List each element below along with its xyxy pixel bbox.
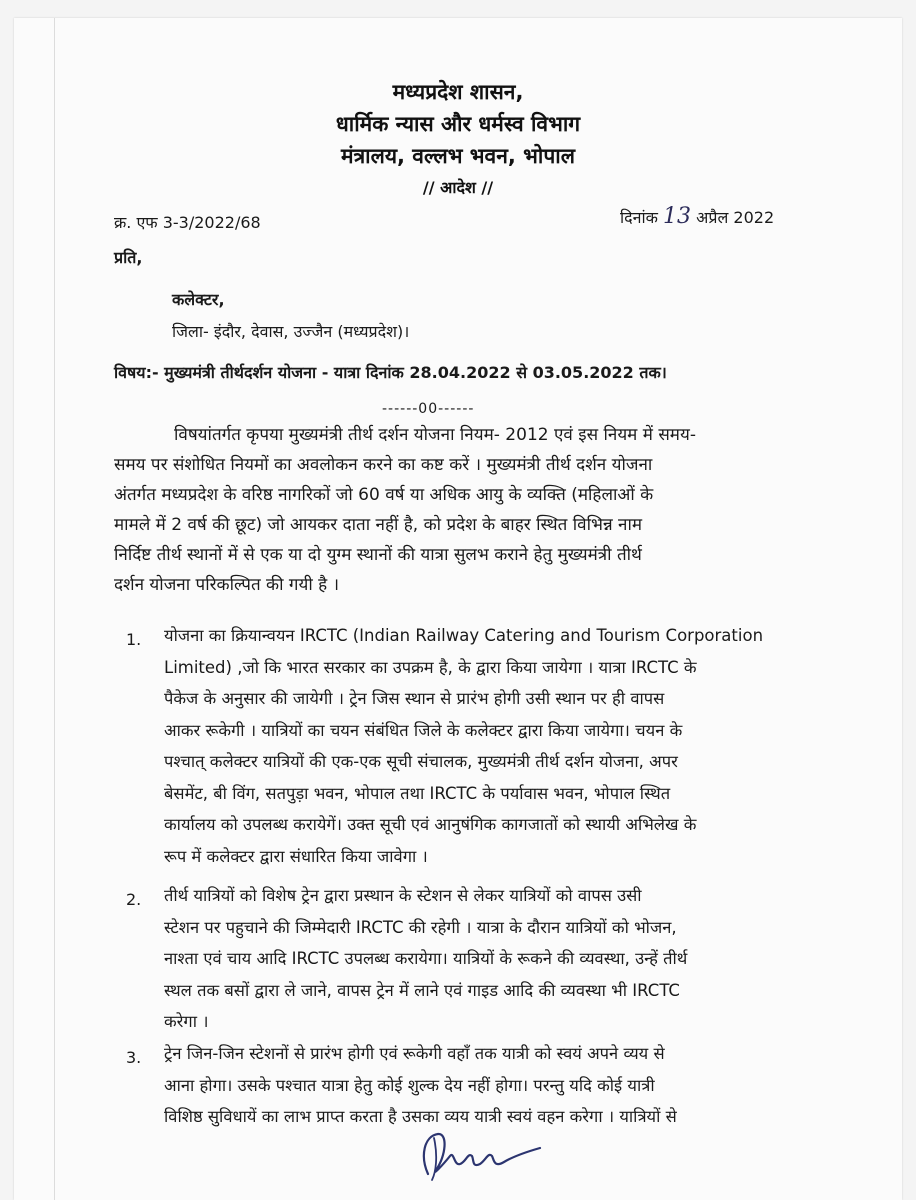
text-line: आकर रूकेगी । यात्रियों का चयन संबंधित जिले के कलेक्टर द्वारा किया जायेगा। चयन के (164, 720, 683, 740)
text-line: बेसमेंट, बी विंग, सतपुड़ा भवन, भोपाल तथा IRCTC के पर्यावास भवन, भोपाल स्थित (164, 783, 671, 803)
text-line: योजना का क्रियान्वयन IRCTC (Indian Railway Catering and Tourism Corporation (164, 626, 764, 645)
list-item-3 (164, 1038, 824, 1133)
text-line: स्थल तक बसों द्वारा ले जाने, वापस ट्रेन में लाने एवं गाइड आदि की व्यवस्था भी IRCTC (164, 980, 680, 1000)
addressee-district: जिला- इंदौर, देवास, उज्जैन (मध्यप्रदेश)। (172, 322, 410, 341)
text-line: कार्यालय को उपलब्ध करायेगें। उक्त सूची एवं आनुषंगिक कागजातों को स्थायी अभिलेख के (164, 815, 697, 834)
list-item-2 (164, 880, 824, 1038)
text-line: आना होगा। उसके पश्चात यात्रा हेतु कोई शुल्क देय नहीं होगा। परन्तु यदि कोई यात्री (164, 1075, 655, 1095)
order-date (620, 204, 774, 229)
text-line: स्टेशन पर पहुचाने की जिम्मेदारी IRCTC की रहेगी । यात्रा के दौरान यात्रियों को भोजन, (164, 917, 677, 937)
text-line: पश्चात् कलेक्टर यात्रियों की एक-एक सूची संचालक, मुख्यमंत्री तीर्थ दर्शन योजना, अपर (164, 752, 678, 771)
header-order-title: // आदेश // (422, 178, 494, 197)
subject-line: विषय:- मुख्यमंत्री तीर्थदर्शन योजना - यात्रा दिनांक 28.04.2022 से 03.05.2022 तक। (114, 363, 667, 382)
date-month-year: अप्रैल 2022 (696, 208, 775, 227)
header-department: धार्मिक न्यास और धर्मस्व विभाग (335, 112, 581, 136)
text-line: अंतर्गत मध्यप्रदेश के वरिष्ठ नागरिकों जो 60 वर्ष या अधिक आयु के व्यक्ति (महिलाओं के (114, 485, 654, 505)
date-day-handwritten: 13 (663, 204, 692, 229)
text-line: विषयांतर्गत कृपया मुख्यमंत्री तीर्थ दर्शन योजना नियम- 2012 एवं इस नियम में समय- (174, 425, 696, 445)
section-divider: ------00------ (382, 401, 475, 417)
item-number: 3. (126, 1048, 142, 1067)
header-government: मध्यप्रदेश शासन, (392, 80, 524, 104)
text-line: रूप में कलेक्टर द्वारा संधारित किया जावेगा । (164, 846, 428, 866)
signature-icon (414, 1126, 554, 1186)
text-line: दर्शन योजना परिकल्पित की गयी है । (114, 575, 340, 595)
text-line: नाश्ता एवं चाय आदि IRCTC उपलब्ध करायेगा। यात्रियों के रूकने की व्यवस्था, उन्हें तीर्थ (164, 949, 688, 968)
item-number: 1. (126, 630, 142, 649)
text-line: निर्दिष्ट तीर्थ स्थानों में से एक या दो युग्म स्थानों की यात्रा सुलभ कराने हेतु मुख्यमंत्री तीर्थ (114, 545, 642, 565)
text-line: मामले में 2 वर्ष की छूट) जो आयकर दाता नहीं है, को प्रदेश के बाहर स्थित विभिन्न नाम (114, 515, 643, 535)
order-page (14, 18, 902, 1200)
item-number: 2. (126, 890, 142, 909)
addressee-to: प्रति, (114, 248, 143, 267)
date-prefix: दिनांक (620, 208, 658, 227)
addressee-designation: कलेक्टर, (172, 290, 225, 309)
text-line: पैकेज के अनुसार की जायेगी । ट्रेन जिस स्थान से प्रारंभ होगी उसी स्थान पर ही वापस (164, 689, 665, 708)
text-line: ट्रेन जिन-जिन स्टेशनों से प्रारंभ होगी एवं रूकेगी वहाँ तक यात्री को स्वयं अपने व्यय से (164, 1044, 665, 1063)
reference-number: क्र. एफ 3-3/2022/68 (114, 213, 261, 232)
header-location: मंत्रालय, वल्लभ भवन, भोपाल (341, 144, 575, 168)
text-line: Limited) ,जो कि भारत सरकार का उपक्रम है, के द्वारा किया जायेगा । यात्रा IRCTC के (164, 657, 697, 677)
text-line: समय पर संशोधित नियमों का अवलोकन करने का कष्ट करें । मुख्यमंत्री तीर्थ दर्शन योजना (114, 455, 653, 475)
intro-paragraph (114, 420, 824, 600)
list-item-1 (164, 620, 824, 872)
text-line: करेगा । (164, 1012, 209, 1031)
text-line: तीर्थ यात्रियों को विशेष ट्रेन द्वारा प्रस्थान के स्टेशन से लेकर यात्रियों को वापस उसी (164, 886, 642, 905)
text-line: विशिष्ठ सुविधायें का लाभ प्राप्त करता है उसका व्यय यात्री स्वयं वहन करेगा । यात्रियों से (164, 1107, 677, 1126)
